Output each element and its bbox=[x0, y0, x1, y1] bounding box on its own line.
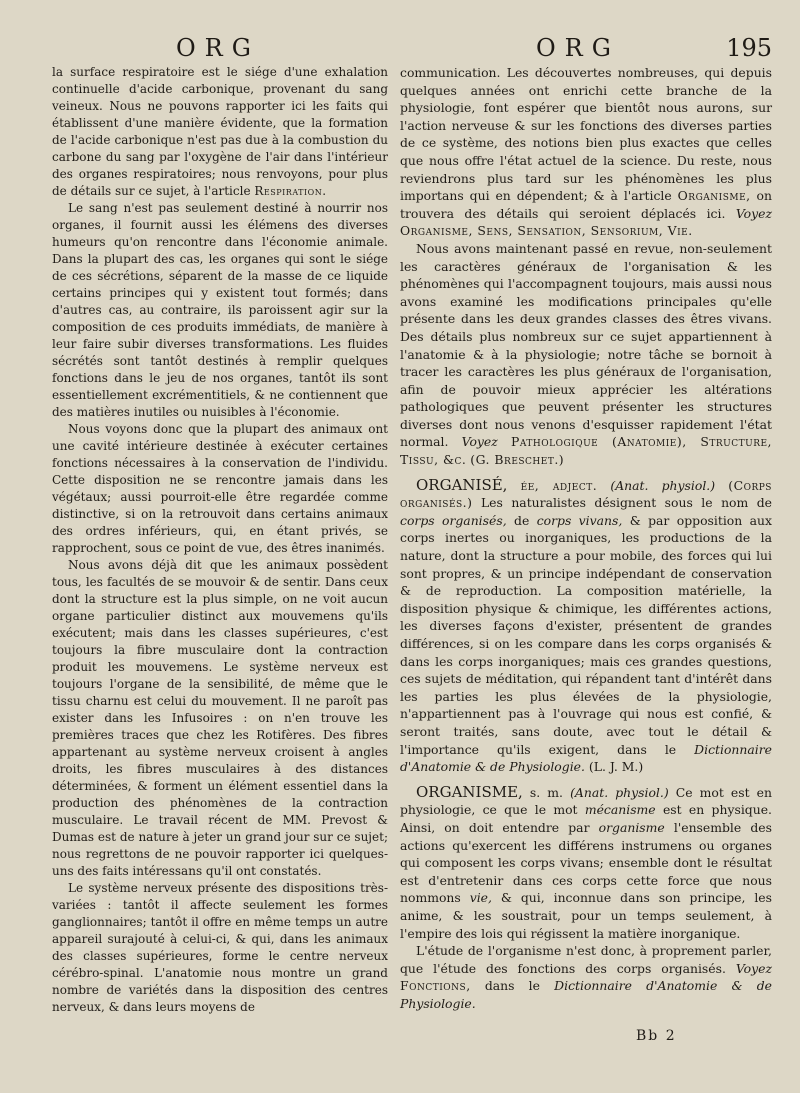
paragraph: communication. Les découvertes nombreuses, qui depuis quelques années ont enrichi cette branche de la physiologie, font espérer que bientôt nous aurons, sur l'action nerveuse & sur les fonctions des diverses parties de ce système, des notions bien plus exactes que celles que nous offre l'état actuel de la science. Du reste, nous reviendrons plus tard sur les phénomènes les plus importans qui en dépendent; & à l'article Organisme, on trouvera des détails qui seroient déplacés ici. Voyez Organisme, Sens, Sensation, Sensorium, Vie. bbox=[400, 65, 772, 239]
cross-reference: Respiration. bbox=[254, 184, 327, 198]
left-column bbox=[52, 64, 388, 1016]
paragraph: Le sang n'est pas seulement destiné à nourrir nos organes, il fournit aussi les élémens des diverses humeurs qu'on rencontre dans l'économie animale. Dans la plupart des cas, les organes qui sont le siége de ces sécrétions, séparent de la masse de ce liquide certains principes qui y existent tout formés; dans d'autres cas, au contraire, ils paroissent agir sur la composition de ces produits immédiats, de manière à leur faire subir diverses transformations. Les fluides sécrétés sont tantôt destinés à remplir quelques fonctions dans le jeu de nos organes, tantôt ils sont essentiellement excrémentitiels, & ne contiennent que des matières inutiles ou nuisibles à l'économie. bbox=[52, 201, 388, 419]
paragraph: L'étude de l'organisme n'est donc, à proprement parler, que l'étude des fonctions des corps organisés. Voyez Fonctions, dans le Dictionnaire d'Anatomie & de Physiologie. bbox=[400, 943, 772, 1011]
article-organise: ORGANISÉ, ée, adject. (Anat. physiol.) (Corps organisés.) Les naturalistes désignent sous le nom de corps organisés, de corps vivans, & par opposition aux corps inertes ou inorganiques, les productions de la nature, dont la structure a pour mobile, des forces qui lui sont propres, & un principe indépendant de conservation & de reproduction. La composition matérielle, la disposition physique & chimique, les différentes actions, les diverses façons d'exister, présentent de grandes différences, si on les compare dans les corps organisés & dans les corps inorganiques; mais ces grandes questions, ces sujets de méditation, qui répandent tant d'intérêt dans les parties les plus élevées de la physiologie, n'appartiennent pas à l'ouvrage qui nous est confié, & seront traités, sans doute, avec tout le détail & l'importance qu'ils exigent, dans le Dictionnaire d'Anatomie & de Physiologie. (L. J. M.) bbox=[400, 475, 772, 775]
page-number: 195 bbox=[726, 34, 772, 62]
signature-mark: Bb 2 bbox=[636, 1028, 677, 1044]
paragraph: Le système nerveux présente des dispositions très-variées : tantôt il affecte seulement les formes ganglionnaires; tantôt il offre en même temps un autre appareil surajouté à celui-ci, & qui, dans les animaux des classes supérieures, forme le centre nerveux cérébro-spinal. L'anatomie nous montre un grand nombre de variétés dans la disposition des centres nerveux, & dans leurs moyens de bbox=[52, 881, 388, 1014]
headword: ORGANISME, bbox=[416, 782, 523, 801]
paragraph: Nous avons maintenant passé en revue, non-seulement les caractères généraux de l'organisation & les phénomènes qui l'accompagnent toujours, mais aussi nous avons examiné les modifications principales qu'elle présente dans les deux grandes classes des êtres vivans. Des détails plus nombreux sur ce sujet appartiennent à l'anatomie & à la physiologie; notre tâche se bornoit à tracer les caractères les plus généraux de l'organisation, afin de pouvoir mieux apprécier les altérations pathologiques que peuvent présenter les structures diverses dont nous venons d'esquisser rapidement l'état normal. Voyez Pathologique (Anatomie), Structure, Tissu, &c. (G. Breschet.) bbox=[400, 240, 772, 468]
paragraph: Nous avons déjà dit que les animaux possèdent tous, les facultés de se mouvoir & de sentir. Dans ceux dont la structure est la plus simple, on ne voit aucun organe particulier distinct aux mouvemens qu'ils exécutent; mais dans les classes supérieures, c'est toujours la fibre musculaire dont la contraction produit les mouvemens. Le système nerveux est toujours l'organe de la sensibilité, de même que le tissu charnu est celui du mouvement. Il ne paroît pas exister dans les Infusoires : on n'en trouve les premières traces que chez les Rotifères. Des fibres appartenant au système nerveux croisent à angles droits, les fibres musculaires à des distances déterminées, & forment un élément essentiel dans la production des phénomènes de la contraction musculaire. Le travail récent de MM. Prevost & Dumas est de nature à jeter un grand jour sur ce sujet; nous regrettons de ne pouvoir rapporter ici quelques-uns des faits intéressans qu'il ont constatés. bbox=[52, 558, 388, 878]
paragraph: Nous voyons donc que la plupart des animaux ont une cavité intérieure destinée à exécuter certaines fonctions nécessaires à la conservation de l'individu. Cette disposition ne se rencontre jamais dans les végétaux; aussi pourroit-elle être regardée comme distinctive, si on la retrouvoit dans certains animaux des ordres inférieurs, qui, en étant privés, se rapprochent, sous ce point de vue, des êtres inanimés. bbox=[52, 422, 388, 555]
paragraph: la surface respiratoire est le siége d'une exhalation continuelle d'acide carbonique, provenant du sang veineux. Nous ne pouvons rapporter ici les faits qui établissent d'une manière évidente, que la formation de l'acide carbonique n'est pas due à la combustion du carbone du sang par l'oxygène de l'air dans l'intérieur des organes respiratoires; nous renvoyons, pour plus de détails sur ce sujet, à l'article Respiration. bbox=[52, 65, 388, 198]
article-organisme: ORGANISME, s. m. (Anat. physiol.) Ce mot est en physiologie, ce que le mot mécanisme est en physique. Ainsi, on doit entendre par organisme l'ensemble des actions qu'exercent les différens instrumens ou organes qui composent les corps vivans; ensemble dont le résultat est d'entretenir dans ces corps cette force que nous nommons vie, & qui, inconnue dans son principe, les anime, & les soustrait, pour un temps seulement, à l'empire des lois qui régissent la matière inorganique. bbox=[400, 782, 772, 941]
headword: ORGANISÉ, bbox=[416, 475, 508, 494]
running-head-left: ORG bbox=[176, 34, 260, 62]
running-head-right: ORG bbox=[536, 34, 620, 62]
right-column bbox=[400, 64, 772, 1012]
